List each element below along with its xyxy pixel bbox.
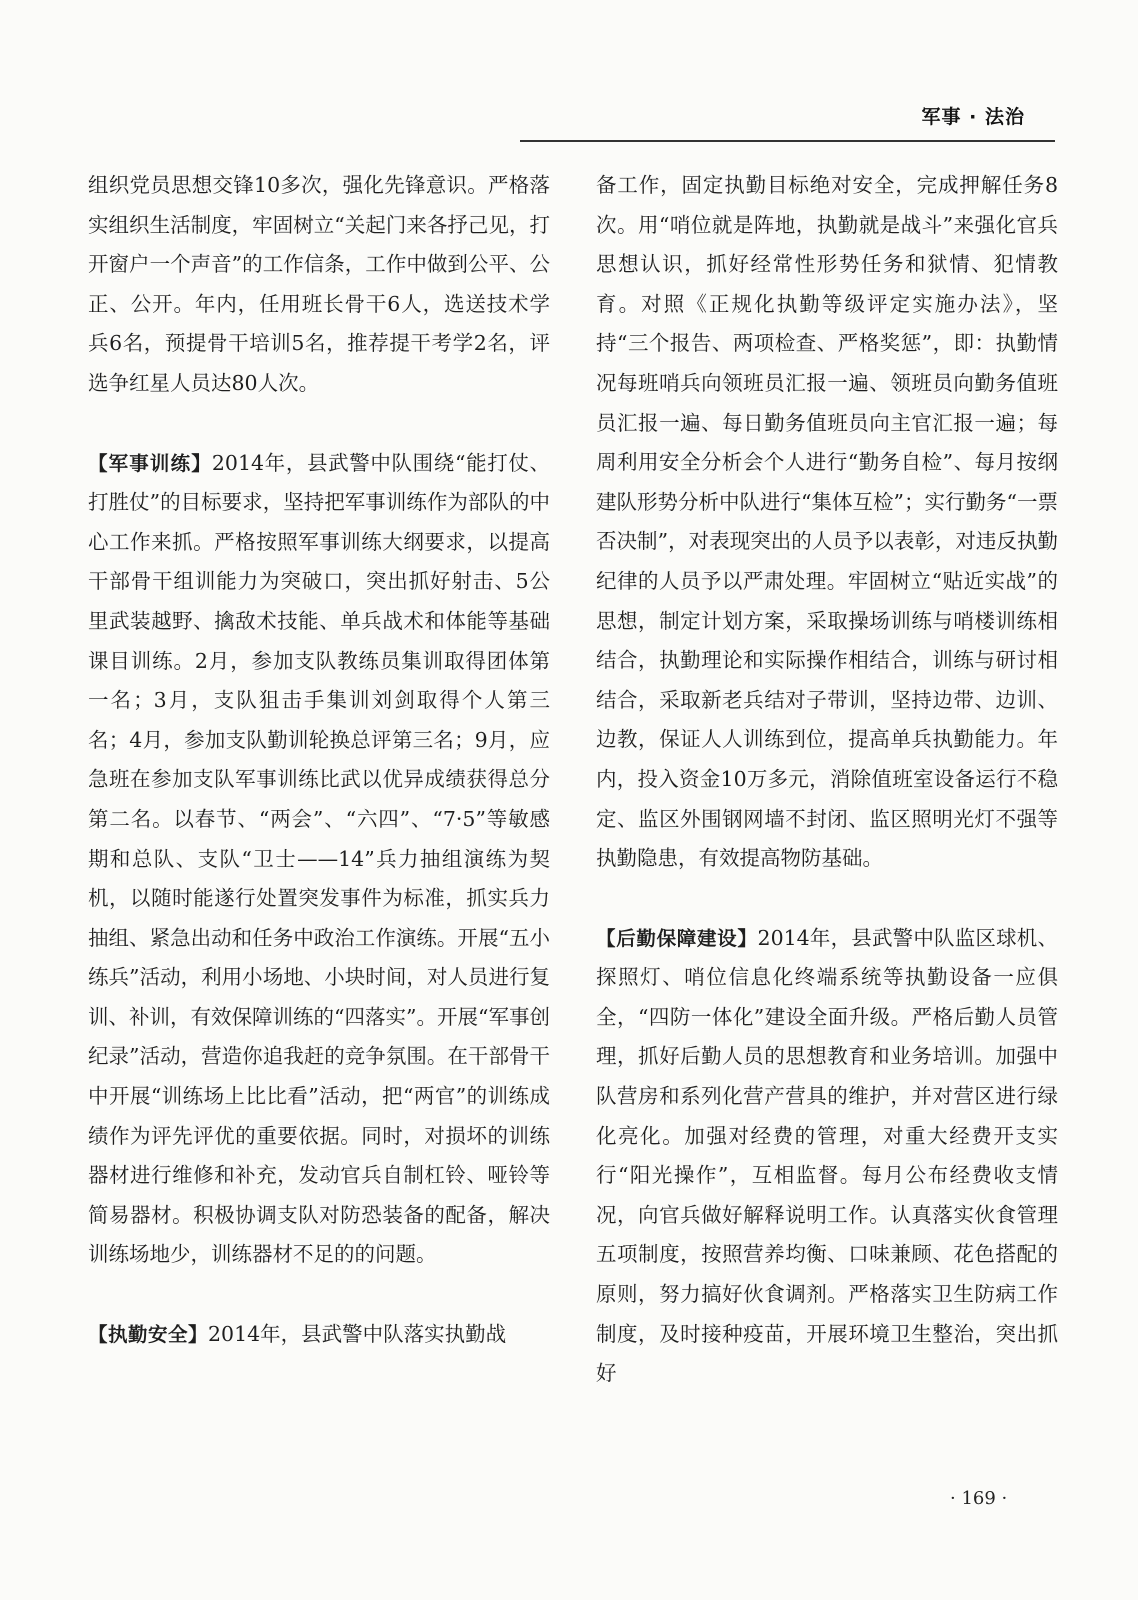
section-heading-military-training: 【军事训练】	[88, 451, 212, 475]
header-rule	[520, 140, 1055, 142]
right-paragraph-1: 备工作，固定执勤目标绝对安全，完成押解任务8次。用“哨位就是阵地，执勤就是战斗”来强化官兵思想认识，抓好经常性形势任务和狱情、犯情教育。对照《正规化执勤等级评定实施办法》，坚持“三个报告、两项检查、严格奖惩”，即：执勤情况每班哨兵向领班员汇报一遍、领班员向勤务值班员汇报一遍、每日勤务值班员向主官汇报一遍；每周利用安全分析会个人进行“勤务自检”、每月按纲建队形势分析中队进行“集体互检”；实行勤务“一票否决制”，对表现突出的人员予以表彰，对违反执勤纪律的人员予以严肃处理。牢固树立“贴近实战”的思想，制定计划方案，采取操场训练与哨楼训练相结合，执勤理论和实际操作相结合，训练与研讨相结合，采取新老兵结对子带训，坚持边带、边训、边教，保证人人训练到位，提高单兵执勤能力。年内，投入资金10万多元，消除值班室设备运行不稳定、监区外围钢网墙不封闭、监区照明光灯不强等执勤隐患，有效提高物防基础。	[596, 173, 1058, 871]
right-column	[596, 166, 1058, 1394]
section-title: 军事 · 法治	[921, 106, 1025, 128]
paragraph-gap	[88, 1275, 550, 1315]
military-training-text: 2014年，县武警中队围绕“能打仗、打胜仗”的目标要求，坚持把军事训练作为部队的中心工作来抓。严格按照军事训练大纲要求，以提高干部骨干组训能力为突破口，突出抓好射击、5公里武装越野、擒敌术技能、单兵战术和体能等基础课目训练。2月，参加支队教练员集训取得团体第一名；3月，支队狙击手集训刘剑取得个人第三名；4月，参加支队勤训轮换总评第三名；9月，应急班在参加支队军事训练比武以优异成绩获得总分第二名。以春节、“两会”、“六四”、“7·5”等敏感期和总队、支队“卫士——14”兵力抽组演练为契机，以随时能遂行处置突发事件为标准，抓实兵力抽组、紧急出动和任务中政治工作演练。开展“五小练兵”活动，利用小场地、小块时间，对人员进行复训、补训，有效保障训练的“四落实”。开展“军事创纪录”活动，营造你追我赶的竞争氛围。在干部骨干中开展“训练场上比比看”活动，把“两官”的训练成绩作为评先评优的重要依据。同时，对损坏的训练器材进行维修和补充，发动官兵自制杠铃、哑铃等简易器材。积极协调支队对防恐装备的配备，解决训练场地少，训练器材不足的的问题。	[88, 450, 550, 1267]
left-paragraph-1: 组织党员思想交锋10多次，强化先锋意识。严格落实组织生活制度，牢固树立“关起门来各抒己见，打开窗户一个声音”的工作信条，工作中做到公平、公正、公开。年内，任用班长骨干6人，选送技术学兵6名，预提骨干培训5名，推荐提干考学2名，评选争红星人员达80人次。	[88, 173, 550, 395]
duty-safety-text: 2014年，县武警中队落实执勤战	[208, 1322, 507, 1347]
section-heading-logistics: 【后勤保障建设】	[596, 926, 758, 950]
paragraph-gap	[596, 879, 1058, 919]
left-paragraph-2	[88, 444, 550, 1275]
logistics-text: 2014年，县武警中队监区球机、探照灯、哨位信息化终端系统等执勤设备一应俱全，“四防一体化”建设全面升级。严格后勤人员管理，抓好后勤人员的思想教育和业务培训。加强中队营房和系列化营产营具的维护，并对营区进行绿化亮化。加强对经费的管理，对重大经费开支实行“阳光操作”，互相监督。每月公布经费收支情况，向官兵做好解释说明工作。认真落实伙食管理五项制度，按照营养均衡、口味兼顾、花色搭配的原则，努力搞好伙食调剂。严格落实卫生防病工作制度，及时接种疫苗，开展环境卫生整治，突出抓好	[596, 925, 1058, 1386]
page-number: · 169 ·	[950, 1488, 1008, 1509]
running-header	[520, 96, 1055, 142]
section-heading-duty-safety: 【执勤安全】	[88, 1323, 209, 1347]
right-paragraph-2	[596, 919, 1058, 1394]
left-column	[88, 166, 550, 1355]
paragraph-gap	[88, 404, 550, 444]
left-paragraph-3	[88, 1315, 550, 1355]
